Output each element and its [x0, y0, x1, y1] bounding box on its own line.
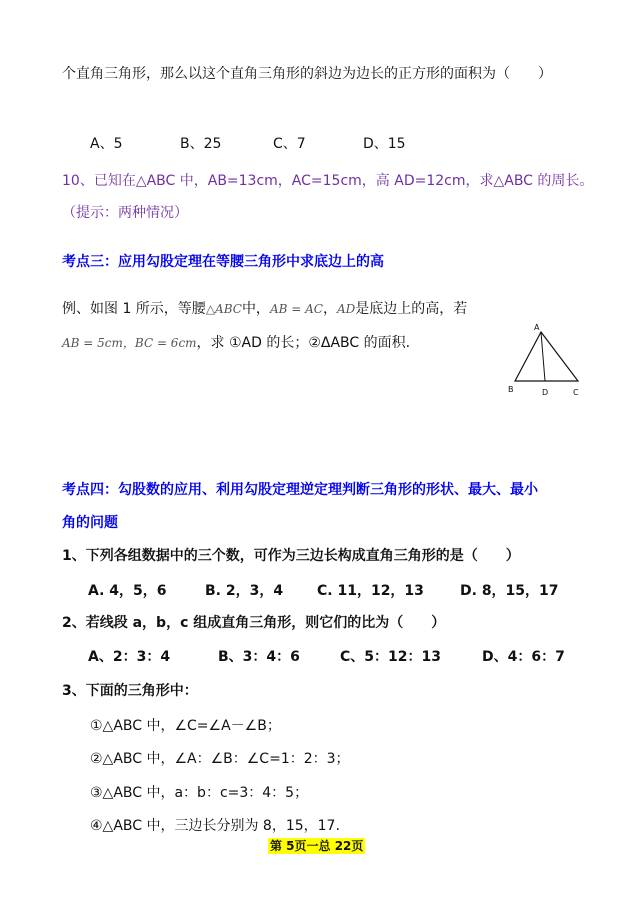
option-d: D、15	[363, 136, 406, 152]
question-9-stem: 个直角三角形，那么以这个直角三角形的斜边为边长的正方形的面积为（ ）	[62, 66, 552, 82]
option-c: C、7	[273, 136, 306, 152]
altitude-ad	[541, 332, 545, 381]
question-3-item-2: ②△ABC 中，∠A：∠B：∠C=1：2：3；	[90, 751, 350, 767]
option-a: A. 4，5，6	[88, 583, 167, 599]
math-side-lengths: AB = 5cm，BC = 6cm	[62, 336, 197, 350]
vertex-label-b: B	[508, 385, 514, 394]
math-ad: AD	[336, 302, 356, 316]
page-footer: 第 5页一总 22页	[270, 839, 364, 853]
option-d: D、4：6：7	[482, 649, 565, 665]
vertex-label-c: C	[573, 388, 579, 397]
math-ab-equals-ac: AB = AC	[269, 302, 323, 316]
option-c: C. 11，12，13	[317, 583, 424, 599]
section-3-title: 考点三：应用勾股定理在等腰三角形中求底边上的高	[62, 254, 384, 270]
option-a: A、5	[90, 136, 123, 152]
figure-1-triangle	[505, 320, 585, 400]
triangle-abc-outline	[515, 332, 578, 381]
example-text-mid1: 中，	[241, 301, 270, 317]
option-c: C、5：12：13	[340, 649, 441, 665]
section-4-title-line-2: 角的问题	[62, 515, 118, 531]
question-3-item-4: ④△ABC 中，三边长分别为 8，15，17.	[90, 818, 340, 834]
example-text-pre: 例、如图 1 所示，等腰	[62, 301, 206, 317]
question-9-options	[90, 134, 406, 154]
example-text-mid3: 是底边上的高，若	[355, 301, 468, 317]
vertex-label-a: A	[534, 323, 540, 332]
question-10-hint: （提示：两种情况）	[62, 205, 188, 221]
option-b: B、3：4：6	[218, 649, 300, 665]
section-4-title-line-1: 考点四：勾股数的应用、利用勾股定理逆定理判断三角形的形状、最大、最小	[62, 482, 538, 498]
option-a: A、2：3：4	[88, 649, 171, 665]
question-10-text: 10、已知在△ABC 中，AB=13cm，AC=15cm，高 AD=12cm，求△ABC 的周长。	[62, 173, 594, 189]
math-triangle-abc: △ABC	[205, 302, 242, 316]
example-text-end: ，求 ①AD 的长；②ΔABC 的面积.	[196, 335, 411, 351]
question-1-options	[88, 581, 559, 601]
foot-label-d: D	[542, 388, 549, 397]
example-line-1	[62, 299, 467, 319]
question-2-options	[88, 647, 565, 667]
example-text-mid2: ，	[322, 301, 337, 317]
question-1-text: 1、下列各组数据中的三个数，可作为三边长构成直角三角形的是（ ）	[62, 548, 520, 564]
option-d: D. 8，15，17	[460, 583, 559, 599]
option-b: B、25	[180, 136, 222, 152]
example-line-2	[62, 333, 410, 353]
question-3-item-1: ①△ABC 中，∠C=∠A－∠B；	[90, 718, 281, 734]
question-2-text: 2、若线段 a，b，c 组成直角三角形，则它们的比为（ ）	[62, 615, 446, 631]
option-b: B. 2，3，4	[205, 583, 284, 599]
question-3-text: 3、下面的三角形中：	[62, 683, 198, 699]
question-3-item-3: ③△ABC 中，a：b：c=3：4：5；	[90, 785, 309, 801]
